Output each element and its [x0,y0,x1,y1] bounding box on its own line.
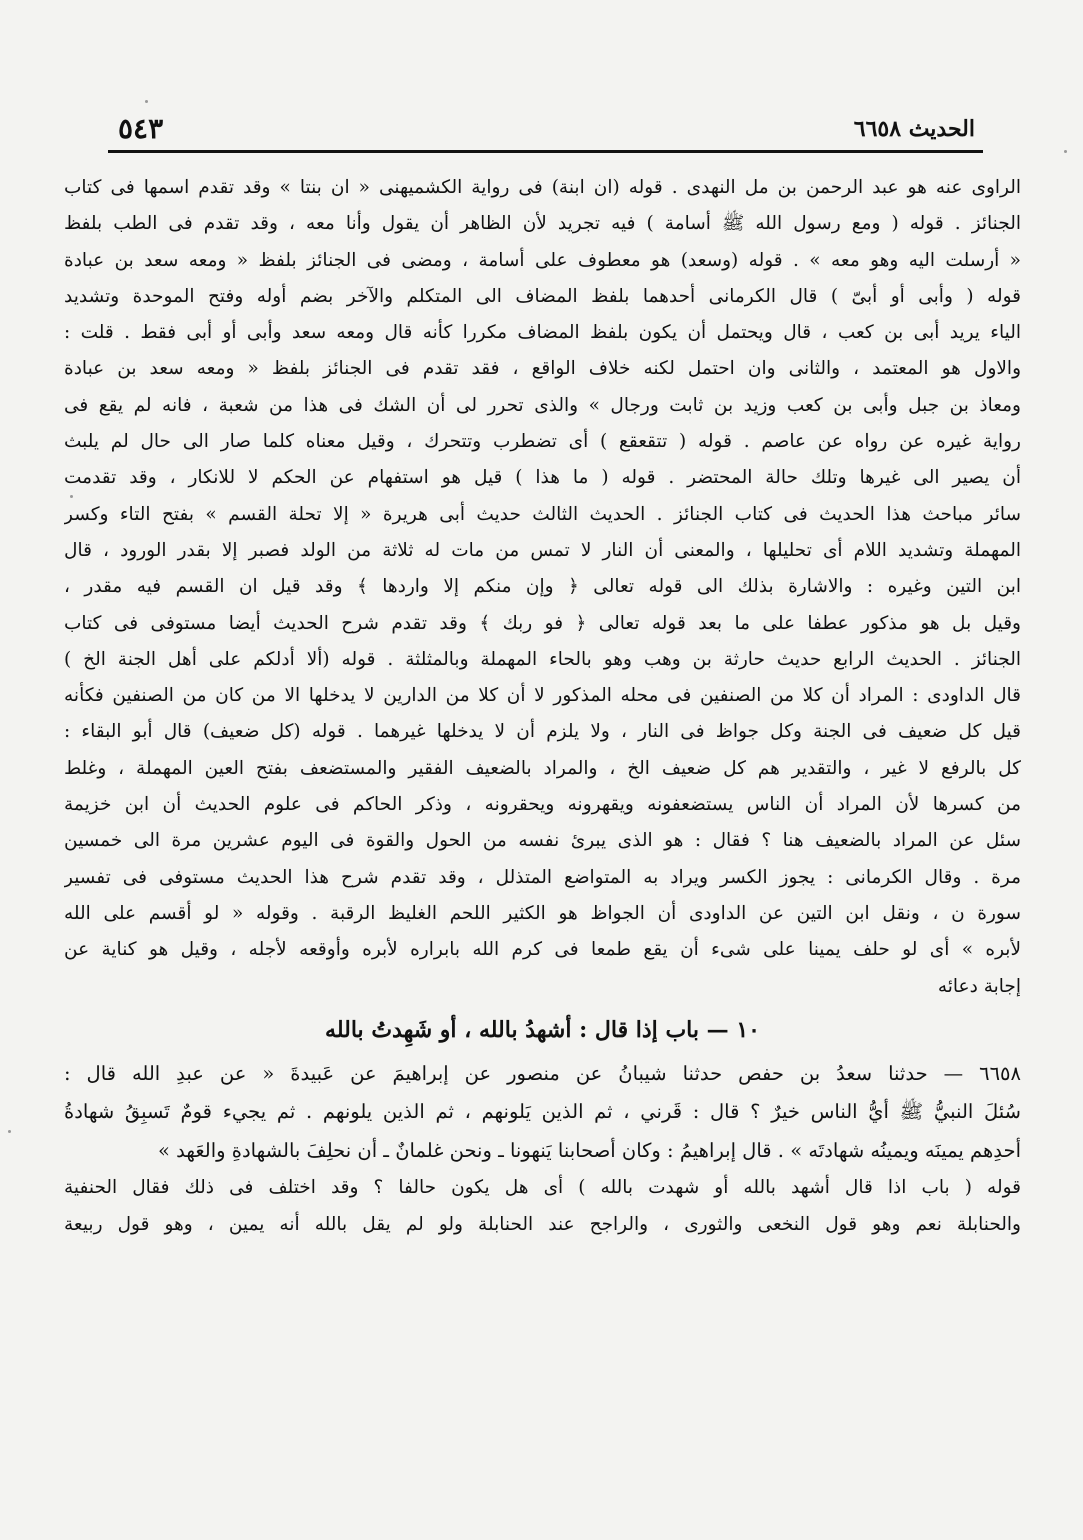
commentary-line: وقيل بل هو مذكور عطفا على ما بعد قوله تعالى ﴿ فو ربك ﴾ وقد تقدم شرح الحديث أيضا مستوفى فى كتاب [64,612,1021,634]
commentary-line: قوله ( باب اذا قال أشهد بالله أو شهدت بالله ) أى هل يكون حالفا ؟ وقد اختلف فى ذلك فقال الحنفية [64,1177,1021,1199]
page-number: ٥٤٣ [118,112,164,145]
hadith-line: أحدِهم يمينَه ويمينُه شهادتَه » . قال إبراهيمُ : وكان أصحابنا يَنهونا ـ ونحن غلمانٌ ـ أن نحلِفَ بالشهادةِ والعَهد » [158,1138,1021,1162]
scan-speck [1064,150,1067,153]
commentary-line: مرة . وقال الكرمانى : يجوز الكسر ويراد به المتواضع المتذلل ، وقد تقدم شرح هذا الحديث مستوفى فى تفسير [64,866,1021,888]
commentary-line: ابن التين وغيره : والاشارة بذلك الى قوله تعالى ﴿ وإن منكم إلا واردها ﴾ وقد قيل ان القسم فيه مقدر ، [64,576,1021,598]
hadith-line: سُئلَ النبيُّ ﷺ أيُّ الناس خيرٌ ؟ قال : قَرني ، ثم الذين يَلونهم ، ثم الذين يلونهم . ثم يجيء قومٌ تَسبِقُ شهادةُ [64,1100,1021,1124]
commentary-line: « أرسلت اليه وهو معه » . قوله (وسعد) هو معطوف على أسامة ، ومضى فى الجنائز بلفظ « ومعه سعد بن عبادة [64,249,1021,271]
commentary-line: قوله ( وأبى أو أبىّ ) قال الكرمانى أحدهما بلفظ المضاف الى المتكلم والآخر بضم أوله وفتح الموحدة وتشديد [64,285,1021,307]
commentary-line: والحنابلة نعم وهو قول النخعى والثورى ، والراجح عند الحنابلة ولو لم يقل بالله أنه يمين ، وهو قول ربيعة [64,1213,1021,1235]
closing-commentary-block [64,1170,1021,1243]
page-body [64,170,1021,1243]
page-header [118,112,975,152]
header-rule [108,150,983,153]
commentary-line: قيل كل ضعيف فى الجنة وكل جواظ فى النار ، ولا يلزم أن لا يدخلها غيرهما . قوله (كل ضعيف) قال أبو البقاء : [64,721,1021,743]
commentary-line: قال الداودى : المراد أن كلا من الصنفين فى محله المذكور لا أن كلا من الدارين لا يدخلها الا من كان من الصنفين فكأنه [64,685,1021,707]
commentary-line: سورة ن ، ونقل ابن التين عن الداودى أن الجواظ هو الكثير اللحم الغليظ الرقبة . وقوله « لو أقسم على الله [64,902,1021,924]
commentary-line: أن يصير الى غيرها وتلك حالة المحتضر . قوله ( ما هذا ) قيل هو استفهام عن الحكم لا للانكار ، وقد تقدمت [64,467,1021,489]
hadith-text-block [64,1055,1021,1171]
commentary-line: سائر مباحث هذا الحديث فى كتاب الجنائز . الحديث الثالث حديث أبى هريرة « إلا تحلة القسم » بفتح التاء وكسر [64,503,1021,525]
commentary-line: رواية غيره عن رواه عن عاصم . قوله ( تتقعقع ) أى تضطرب وتتحرك ، وقيل معناه كلما صار الى حال لم يلبث [64,431,1021,453]
running-title: الحديث ٦٦٥٨ [853,116,975,142]
scan-speck [8,1130,11,1133]
commentary-line: الجنائز . الحديث الرابع حديث حارثة بن وهب وهو بالحاء المهملة وبالمثلثة . قوله (ألا أدلكم على أهل الجنة الخ ) [64,648,1021,670]
commentary-block [64,170,1021,1005]
commentary-line: إجابة دعائه [937,975,1021,997]
commentary-line: المهملة وتشديد اللام أى تحليلها ، والمعنى أن النار لا تمس من مات له ثلاثة من الولد فصبر إلا بقدر الورود ، قال [64,539,1021,561]
commentary-line: سئل عن المراد بالضعيف هنا ؟ فقال : هو الذى يبرئ نفسه من الحول والقوة فى اليوم عشرين مرة الى خمسين [64,830,1021,852]
commentary-line: لأبره » أى لو حلف يمينا على شىء أن يقع طمعا فى كرم الله بابراره لأبره وأوقعه لأجله ، وقيل هو كناية عن [64,939,1021,961]
commentary-line: الياء يريد أبى بن كعب ، قال ويحتمل أن يكون بلفظ المضاف مكررا كأنه قال ومعه سعد وأبى أو أبى فقط . قلت : [64,322,1021,344]
hadith-line: ٦٦٥٨ — حدثنا سعدُ بن حفص حدثنا شيبانُ عن منصور عن إبراهيمَ عن عَبيدةَ « عن عبدِ الله قال : [64,1061,1021,1085]
scan-speck [145,100,148,103]
commentary-line: الراوى عنه هو عبد الرحمن بن مل النهدى . قوله (ان ابنة) فى رواية الكشميهنى « ان بنتا » وقد تقدم اسمها فى كتاب [64,177,1021,198]
commentary-line: كل بالرفع لا غير ، والتقدير هم كل ضعيف الخ ، والمراد بالضعيف الفقير والمستضعف بفتح العين المهملة ، وغلط [64,757,1021,779]
scan-speck [70,495,73,498]
chapter-heading: ١٠ — باب إذا قال : أشهدُ بالله ، أو شَهِدتُ بالله [325,1016,760,1043]
commentary-line: الجنائز . قوله ( ومع رسول الله ﷺ أسامة ) فيه تجريد لأن الظاهر أن يقول وأنا معه ، وقد تقدم فى الطب بلفظ [64,213,1021,235]
commentary-line: ومعاذ بن جبل وأبى بن كعب وزيد بن ثابت ورجال » والذى تحرر لى أن الشك فى هذا من شعبة ، فانه لم يقع فى [64,394,1021,416]
commentary-line: من كسرها لأن المراد أن الناس يستضعفونه ويقهرونه ويحقرونه ، وذكر الحاكم فى علوم الحديث أن ابن خزيمة [64,794,1021,816]
commentary-line: والاول هو المعتمد ، والثانى وان احتمل لكنه خلاف الواقع ، فقد تقدم فى الجنائز بلفظ « ومعه سعد بن عبادة [64,358,1021,380]
